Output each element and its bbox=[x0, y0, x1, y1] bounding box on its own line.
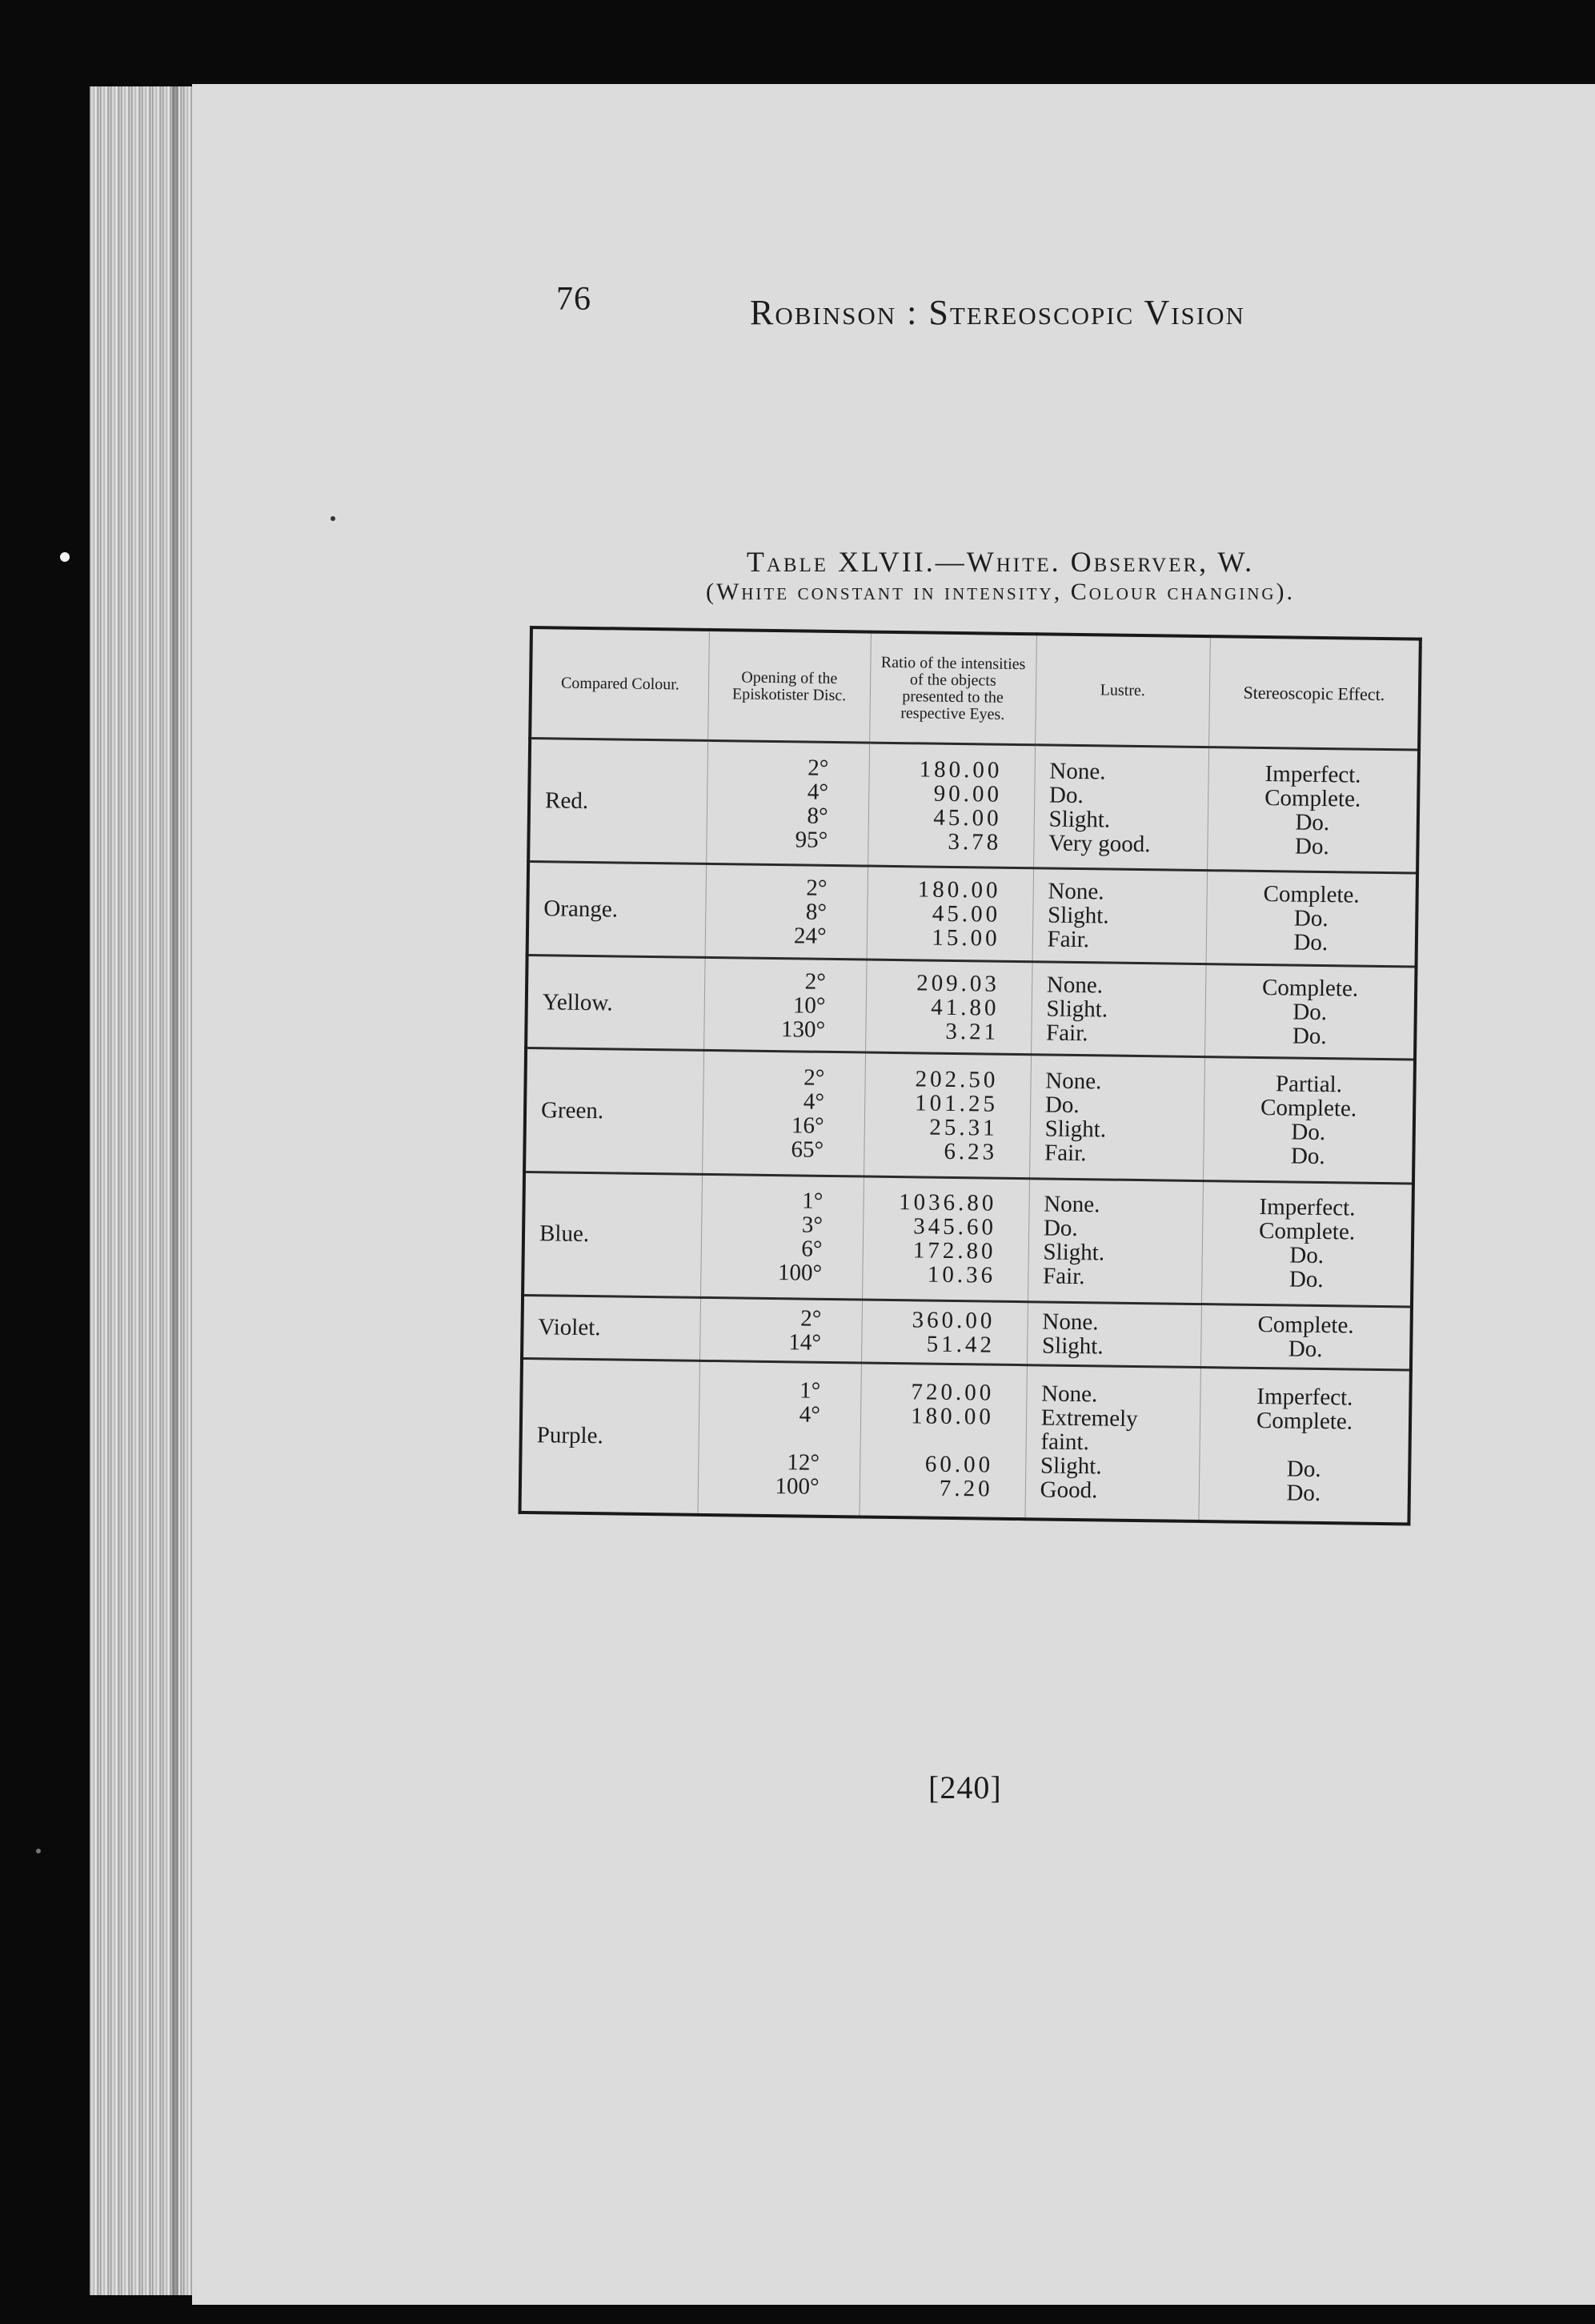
cell-effect-line: Do. bbox=[1286, 1456, 1321, 1483]
cell-ratio bbox=[868, 743, 1035, 868]
column-header-lustre: Lustre. bbox=[1035, 634, 1210, 747]
cell-colour: Yellow. bbox=[526, 955, 705, 1051]
cell-opening-line: 3° bbox=[801, 1212, 824, 1239]
table-caption-title: Table XLVII.—White. Observer, W. bbox=[746, 546, 1255, 578]
cell-opening-line: 4° bbox=[803, 1088, 825, 1115]
table-row bbox=[526, 955, 1416, 1060]
cell-effect bbox=[1201, 1180, 1413, 1307]
cell-opening-line: 2° bbox=[806, 875, 828, 901]
cell-ratio-line: 90.00 bbox=[933, 780, 1003, 807]
cell-lustre-line: Slight. bbox=[1046, 996, 1108, 1023]
cell-ratio-line: 172.80 bbox=[912, 1237, 996, 1265]
page-number: 76 bbox=[556, 281, 591, 318]
table-body bbox=[519, 739, 1419, 1525]
cell-opening-line: 16° bbox=[791, 1112, 824, 1139]
dust-speck bbox=[331, 516, 335, 521]
cell-colour: Orange. bbox=[527, 862, 707, 958]
cell-lustre bbox=[1029, 1055, 1204, 1180]
column-header-effect: Stereoscopic Effect. bbox=[1208, 636, 1420, 750]
cell-effect bbox=[1206, 871, 1417, 967]
table-header-row bbox=[530, 627, 1421, 750]
dust-speck bbox=[60, 552, 70, 562]
cell-lustre-line: None. bbox=[1045, 1068, 1102, 1095]
cell-effect-line: Complete. bbox=[1260, 1095, 1357, 1122]
cell-lustre-line: Do. bbox=[1048, 782, 1084, 808]
cell-opening-line: 130° bbox=[780, 1016, 826, 1043]
cell-ratio-line: 60.00 bbox=[924, 1452, 994, 1479]
cell-lustre-line: Fair. bbox=[1042, 1263, 1085, 1290]
cell-effect-line: Complete. bbox=[1256, 1408, 1353, 1436]
cell-lustre bbox=[1028, 1178, 1203, 1304]
cell-lustre-line: Slight. bbox=[1047, 902, 1109, 929]
cell-lustre-line: Do. bbox=[1044, 1092, 1080, 1119]
running-head-title: Robinson : Stereoscopic Vision bbox=[750, 293, 1245, 332]
cell-effect-line: Imperfect. bbox=[1256, 1384, 1353, 1412]
cell-opening-line: 24° bbox=[793, 923, 827, 949]
cell-effect bbox=[1199, 1368, 1411, 1525]
cell-opening-line bbox=[707, 1425, 820, 1451]
cell-opening-line: 14° bbox=[788, 1329, 822, 1356]
cell-ratio bbox=[860, 1363, 1028, 1519]
cell-lustre-line: Slight. bbox=[1048, 806, 1111, 833]
column-header-ratio: Ratio of the intensities of the objects presented to the respective Eyes. bbox=[869, 632, 1036, 745]
cell-ratio-line: 3.78 bbox=[948, 828, 1002, 855]
cell-opening-line: 1° bbox=[799, 1377, 821, 1404]
cell-ratio-line: 202.50 bbox=[915, 1066, 999, 1093]
cell-opening-line: 2° bbox=[804, 968, 827, 995]
cell-lustre-line: Slight. bbox=[1044, 1116, 1107, 1143]
cell-ratio-line: 45.00 bbox=[932, 900, 1001, 928]
cell-opening bbox=[700, 1174, 864, 1300]
cell-ratio bbox=[861, 1300, 1028, 1365]
cell-lustre bbox=[1033, 745, 1208, 871]
cell-ratio-line: 360.00 bbox=[912, 1307, 996, 1334]
table-row bbox=[524, 1048, 1415, 1184]
cell-ratio-line: 15.00 bbox=[932, 924, 1000, 952]
cell-opening-line: 65° bbox=[791, 1136, 824, 1163]
cell-effect-line: Complete. bbox=[1264, 784, 1361, 812]
cell-opening-line: 1° bbox=[801, 1188, 824, 1215]
cell-opening bbox=[703, 957, 867, 1052]
cell-lustre-line: Fair. bbox=[1047, 926, 1090, 953]
table-row bbox=[527, 862, 1417, 967]
cell-effect-line: Do. bbox=[1286, 1480, 1321, 1507]
cell-lustre-line: Slight. bbox=[1040, 1452, 1102, 1480]
cell-opening-line: 8° bbox=[807, 803, 828, 829]
cell-opening-line: 8° bbox=[805, 899, 828, 925]
data-table bbox=[518, 626, 1421, 1525]
cell-lustre-line: Fair. bbox=[1045, 1020, 1088, 1046]
cell-colour: Blue. bbox=[523, 1172, 702, 1297]
cell-opening-line: 4° bbox=[799, 1401, 821, 1428]
cell-effect-line: Do. bbox=[1288, 1266, 1324, 1293]
cell-lustre-line: None. bbox=[1041, 1380, 1098, 1408]
column-header-colour: Compared Colour. bbox=[530, 627, 709, 740]
cell-ratio-line: 345.60 bbox=[912, 1213, 997, 1241]
cell-effect-line: Do. bbox=[1293, 929, 1328, 956]
cell-lustre bbox=[1031, 962, 1206, 1057]
cell-ratio-line: 51.42 bbox=[926, 1331, 996, 1358]
cell-opening bbox=[706, 740, 869, 866]
cell-opening-line: 100° bbox=[777, 1260, 823, 1287]
cell-ratio-line: 3.21 bbox=[945, 1018, 1000, 1045]
cell-lustre-line: Extremely bbox=[1040, 1404, 1138, 1432]
cell-lustre-line: Very good. bbox=[1048, 830, 1151, 857]
cell-ratio-line bbox=[868, 1428, 993, 1453]
cell-ratio-line: 45.00 bbox=[933, 804, 1002, 831]
footer-page-number: [240] bbox=[928, 1769, 1002, 1805]
cell-ratio-line: 25.31 bbox=[929, 1114, 998, 1141]
cell-lustre-line: None. bbox=[1044, 1191, 1100, 1218]
cell-opening bbox=[699, 1297, 862, 1363]
cell-ratio bbox=[862, 1176, 1029, 1302]
cell-lustre-line: Do. bbox=[1043, 1215, 1078, 1242]
cell-ratio-line: 209.03 bbox=[916, 970, 1000, 997]
cell-effect-line: Complete. bbox=[1261, 974, 1359, 1002]
cell-ratio bbox=[864, 1053, 1031, 1179]
cell-effect bbox=[1200, 1304, 1412, 1370]
cell-lustre-line: faint. bbox=[1040, 1428, 1090, 1456]
cell-lustre bbox=[1032, 868, 1208, 964]
cell-effect-line: Do. bbox=[1293, 905, 1328, 932]
cell-effect-line: Do. bbox=[1291, 1119, 1326, 1146]
cell-opening-line: 95° bbox=[795, 826, 828, 853]
table-row bbox=[522, 1295, 1412, 1370]
cell-lustre-line: None. bbox=[1046, 972, 1104, 999]
cell-effect-line: Imperfect. bbox=[1259, 1194, 1356, 1221]
cell-opening-line: 2° bbox=[808, 755, 829, 781]
cell-opening-line: 10° bbox=[792, 992, 826, 1019]
cell-ratio-line: 10.36 bbox=[927, 1261, 996, 1289]
cell-effect-line: Imperfect. bbox=[1264, 760, 1361, 788]
data-table-grid bbox=[518, 626, 1421, 1525]
cell-ratio bbox=[867, 866, 1034, 961]
cell-effect bbox=[1204, 964, 1416, 1060]
page-gutter-shadow bbox=[172, 86, 178, 2295]
cell-colour: Violet. bbox=[522, 1295, 700, 1360]
cell-effect-line: Do. bbox=[1289, 1242, 1324, 1269]
cell-effect-line: Complete. bbox=[1257, 1311, 1354, 1339]
cell-effect-line: Do. bbox=[1292, 1023, 1327, 1049]
cell-opening-line: 100° bbox=[775, 1473, 820, 1501]
cell-effect bbox=[1207, 747, 1419, 874]
table-row bbox=[519, 1358, 1410, 1524]
cell-ratio-line: 180.00 bbox=[910, 1403, 995, 1431]
cell-opening-line: 2° bbox=[800, 1305, 822, 1332]
cell-effect-line: Partial. bbox=[1275, 1071, 1343, 1098]
column-header-opening: Opening of the Episkotister Disc. bbox=[707, 630, 871, 743]
cell-effect-line: Do. bbox=[1292, 999, 1328, 1025]
cell-ratio-line: 6.23 bbox=[944, 1138, 998, 1165]
table-caption-subtitle: (White constant in intensity, Colour changing). bbox=[705, 579, 1296, 605]
cell-ratio-line: 7.20 bbox=[939, 1476, 993, 1503]
cell-lustre-line: Fair. bbox=[1044, 1140, 1087, 1167]
cell-ratio-line: 41.80 bbox=[931, 994, 1000, 1021]
cell-opening-line: 2° bbox=[804, 1064, 825, 1091]
cell-effect-line: Do. bbox=[1290, 1143, 1325, 1170]
cell-lustre-line: None. bbox=[1048, 878, 1104, 905]
cell-lustre bbox=[1025, 1365, 1201, 1521]
cell-lustre-line: None. bbox=[1042, 1308, 1099, 1336]
cell-lustre bbox=[1027, 1302, 1201, 1368]
cell-effect-line: Complete. bbox=[1263, 881, 1360, 908]
cell-opening bbox=[698, 1360, 862, 1517]
cell-colour: Purple. bbox=[519, 1358, 699, 1514]
cell-ratio-line: 720.00 bbox=[911, 1379, 995, 1407]
cell-effect-line bbox=[1208, 1432, 1400, 1459]
table-caption bbox=[640, 544, 1361, 608]
cell-opening-line: 4° bbox=[807, 779, 829, 805]
cell-effect-line: Do. bbox=[1288, 1336, 1323, 1362]
cell-ratio-line: 1036.80 bbox=[898, 1189, 997, 1217]
cell-ratio-line: 180.00 bbox=[919, 755, 1003, 783]
dust-speck bbox=[36, 1849, 41, 1853]
cell-colour: Red. bbox=[528, 739, 707, 864]
cell-ratio bbox=[865, 960, 1032, 1055]
cell-opening bbox=[702, 1051, 865, 1176]
cell-opening bbox=[705, 864, 868, 960]
cell-effect-line: Do. bbox=[1295, 809, 1330, 835]
cell-ratio-line: 101.25 bbox=[915, 1090, 999, 1117]
cell-lustre-line: Slight. bbox=[1041, 1332, 1104, 1360]
table-row bbox=[528, 739, 1419, 874]
cell-opening-line: 6° bbox=[801, 1236, 823, 1263]
cell-lustre-line: None. bbox=[1049, 758, 1106, 785]
cell-effect-line: Do. bbox=[1294, 833, 1329, 859]
table-row bbox=[523, 1172, 1413, 1307]
cell-ratio-line: 180.00 bbox=[917, 876, 1001, 904]
cell-effect bbox=[1203, 1057, 1415, 1184]
cell-lustre-line: Good. bbox=[1040, 1477, 1098, 1504]
cell-colour: Green. bbox=[524, 1048, 703, 1174]
cell-effect-line: Complete. bbox=[1258, 1218, 1356, 1245]
cell-opening-line: 12° bbox=[787, 1449, 820, 1477]
cell-lustre-line: Slight. bbox=[1043, 1239, 1105, 1266]
running-head bbox=[556, 280, 1373, 332]
